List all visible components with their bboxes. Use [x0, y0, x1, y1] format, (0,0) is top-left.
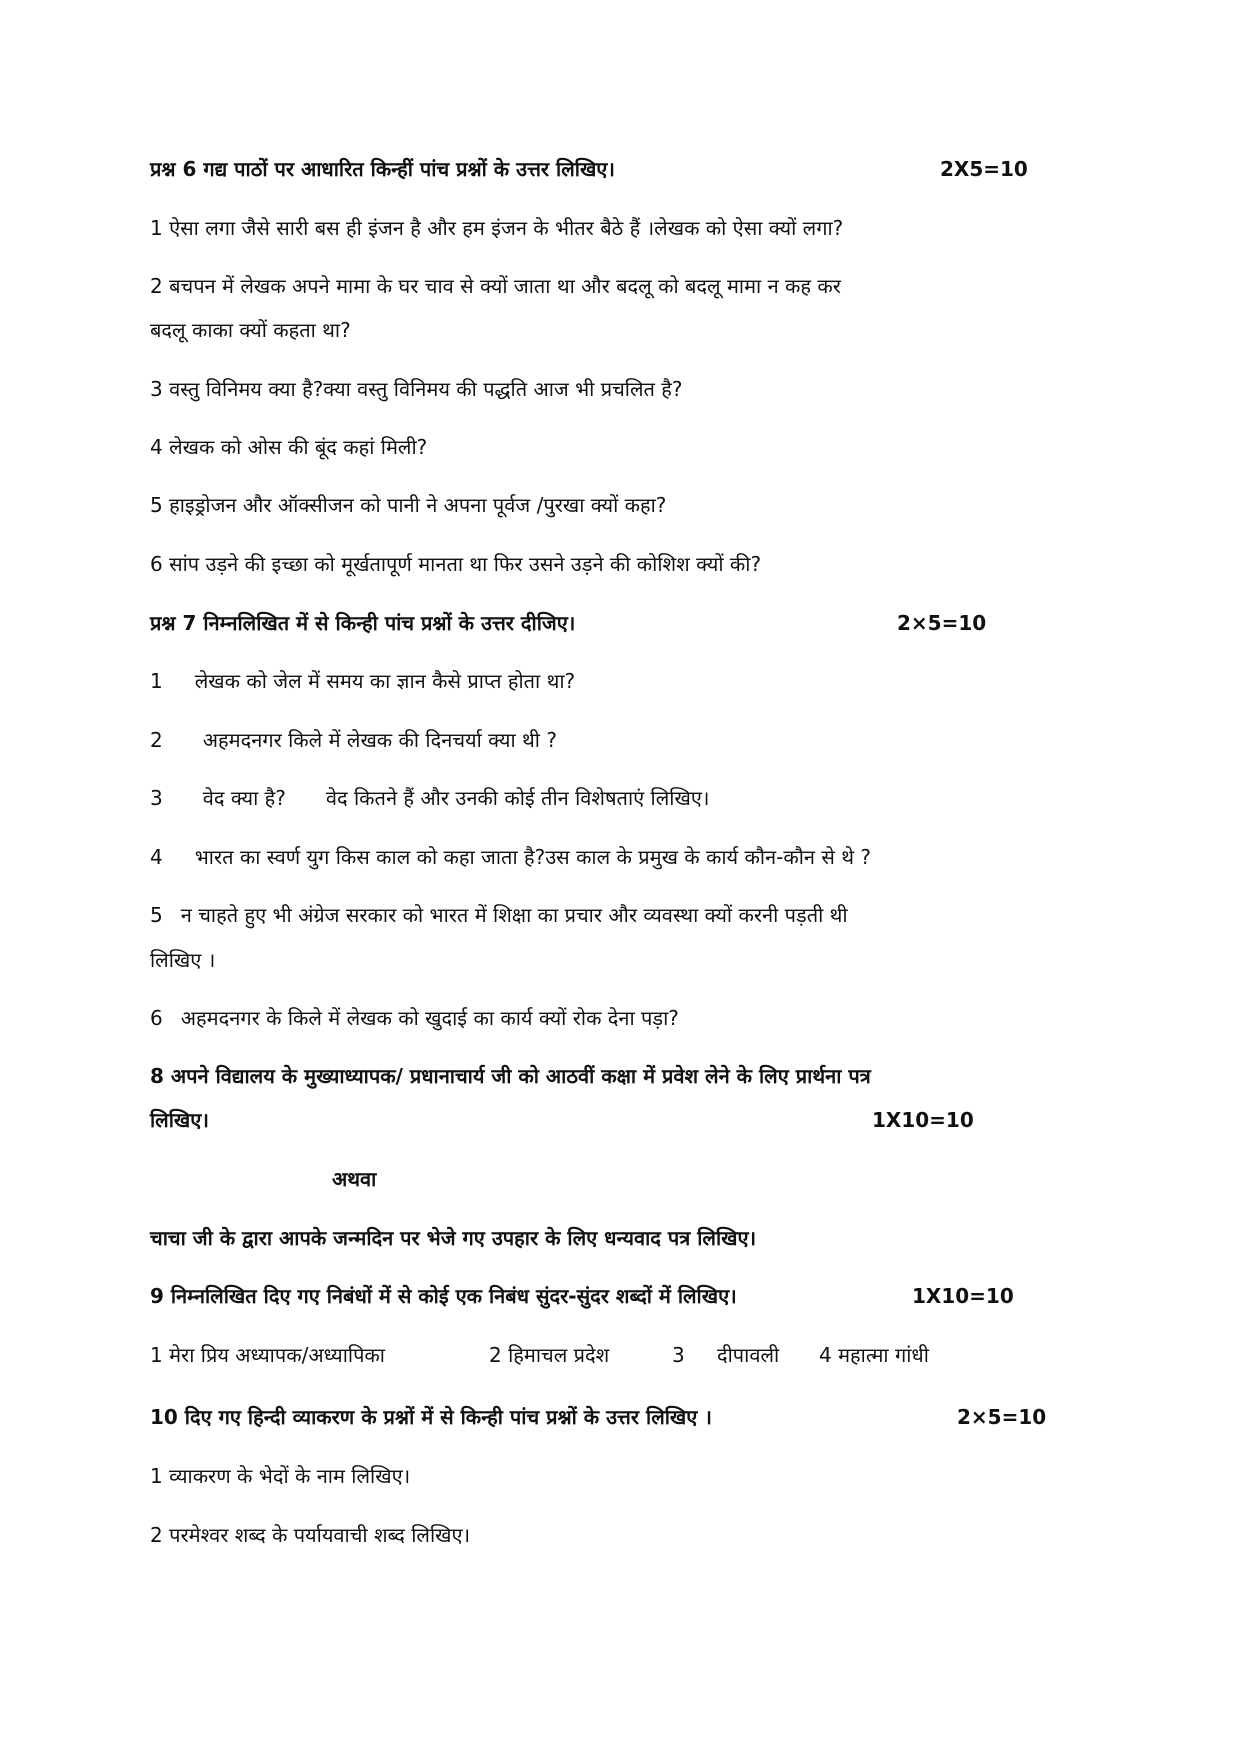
q7-item-5-num: 5 — [150, 903, 163, 927]
q7-item-4 — [150, 843, 871, 871]
q8-marks: 1X10=10 — [872, 1108, 974, 1132]
q7-marks: 2×5=10 — [897, 611, 987, 635]
q7-item-5 — [150, 901, 848, 929]
q9-heading: 9 निम्नलिखित दिए गए निबंधों में से कोई एक निबंध सुंदर-सुंदर शब्दों में लिखिए। — [150, 1284, 737, 1308]
q9-topic-1: 1 मेरा प्रिय अध्यापक/अध्यापिका — [150, 1343, 385, 1367]
q7-item-4-num: 4 — [150, 845, 163, 869]
q8-or: अथवा — [332, 1167, 377, 1191]
q7-item-1-num: 1 — [150, 669, 163, 693]
q6-item-6: 6 सांप उड़ने की इच्छा को मूर्खतापूर्ण मानता था फिर उसने उड़ने की कोशिश क्यों की? — [150, 552, 762, 576]
q8-alt: चाचा जी के द्वारा आपके जन्मदिन पर भेजे गए उपहार के लिए धन्यवाद पत्र लिखिए। — [150, 1226, 757, 1250]
q7-item-6-num: 6 — [150, 1006, 163, 1030]
q7-item-5-cont: लिखिए । — [150, 948, 216, 972]
q10-marks: 2×5=10 — [957, 1405, 1047, 1429]
q10-item-1: 1 व्याकरण के भेदों के नाम लिखिए। — [150, 1464, 411, 1488]
q10-heading: 10 दिए गए हिन्दी व्याकरण के प्रश्नों में से किन्ही पांच प्रश्नों के उत्तर लिखिए । — [150, 1405, 712, 1429]
q7-item-6 — [150, 1004, 679, 1032]
q9-topic-2: 2 हिमाचल प्रदेश — [489, 1343, 610, 1367]
q6-item-1: 1 ऐसा लगा जैसे सारी बस ही इंजन है और हम इंजन के भीतर बैठे हैं ।लेखक को ऐसा क्यों लगा? — [150, 216, 844, 240]
q7-item-3-text2: वेद कितने हैं और उनकी कोई तीन विशेषताएं लिखिए। — [325, 786, 710, 810]
q9-topic-3-num: 3 — [672, 1343, 685, 1367]
q7-item-1-text: लेखक को जेल में समय का ज्ञान कैसे प्राप्त होता था? — [194, 669, 576, 693]
q7-item-1 — [150, 667, 575, 695]
q9-topic-3: दीपावली — [717, 1343, 780, 1367]
q7-item-3-text: वेद क्या है? — [202, 786, 286, 810]
q6-item-4: 4 लेखक को ओस की बूंद कहां मिली? — [150, 435, 428, 459]
q7-item-2-text: अहमदनगर किले में लेखक की दिनचर्या क्या थी ? — [202, 728, 557, 752]
q10-item-2: 2 परमेश्वर शब्द के पर्यायवाची शब्द लिखिए। — [150, 1523, 471, 1547]
q6-marks: 2X5=10 — [940, 157, 1028, 181]
q9-topic-4: 4 महात्मा गांधी — [819, 1343, 929, 1367]
q6-item-5: 5 हाइड्रोजन और ऑक्सीजन को पानी ने अपना पूर्वज /पुरखा क्यों कहा? — [150, 493, 667, 517]
q7-item-3-num: 3 — [150, 786, 163, 810]
q6-item-3: 3 वस्तु विनिमय क्या है?क्या वस्तु विनिमय की पद्धति आज भी प्रचलित है? — [150, 377, 683, 401]
q6-item-2-cont: बदलू काका क्यों कहता था? — [150, 318, 351, 342]
q7-item-6-text: अहमदनगर के किले में लेखक को खुदाई का कार्य क्यों रोक देना पड़ा? — [180, 1006, 679, 1030]
q7-item-4-text: भारत का स्वर्ण युग किस काल को कहा जाता है?उस काल के प्रमुख के कार्य कौन-कौन से थे ? — [194, 845, 871, 869]
q7-item-2-num: 2 — [150, 728, 163, 752]
q9-marks: 1X10=10 — [912, 1284, 1014, 1308]
q7-heading: प्रश्न 7 निम्नलिखित में से किन्ही पांच प्रश्नों के उत्तर दीजिए। — [150, 611, 576, 635]
q6-heading: प्रश्न 6 गद्य पाठों पर आधारित किन्हीं पांच प्रश्नों के उत्तर लिखिए। — [150, 157, 615, 181]
q7-item-3 — [150, 784, 709, 812]
q8-line-2: लिखिए। — [150, 1108, 209, 1132]
q7-item-2 — [150, 726, 557, 754]
q8-line-1: 8 अपने विद्यालय के मुख्याध्यापक/ प्रधानाचार्य जी को आठवीं कक्षा में प्रवेश लेने के लिए प्रार्थना पत्र — [150, 1064, 871, 1088]
q6-item-2: 2 बचपन में लेखक अपने मामा के घर चाव से क्यों जाता था और बदलू को बदलू मामा न कह कर — [150, 274, 841, 298]
q7-item-5-text: न चाहते हुए भी अंग्रेज सरकार को भारत में शिक्षा का प्रचार और व्यवस्था क्यों करनी पड़ती थी — [180, 903, 848, 927]
